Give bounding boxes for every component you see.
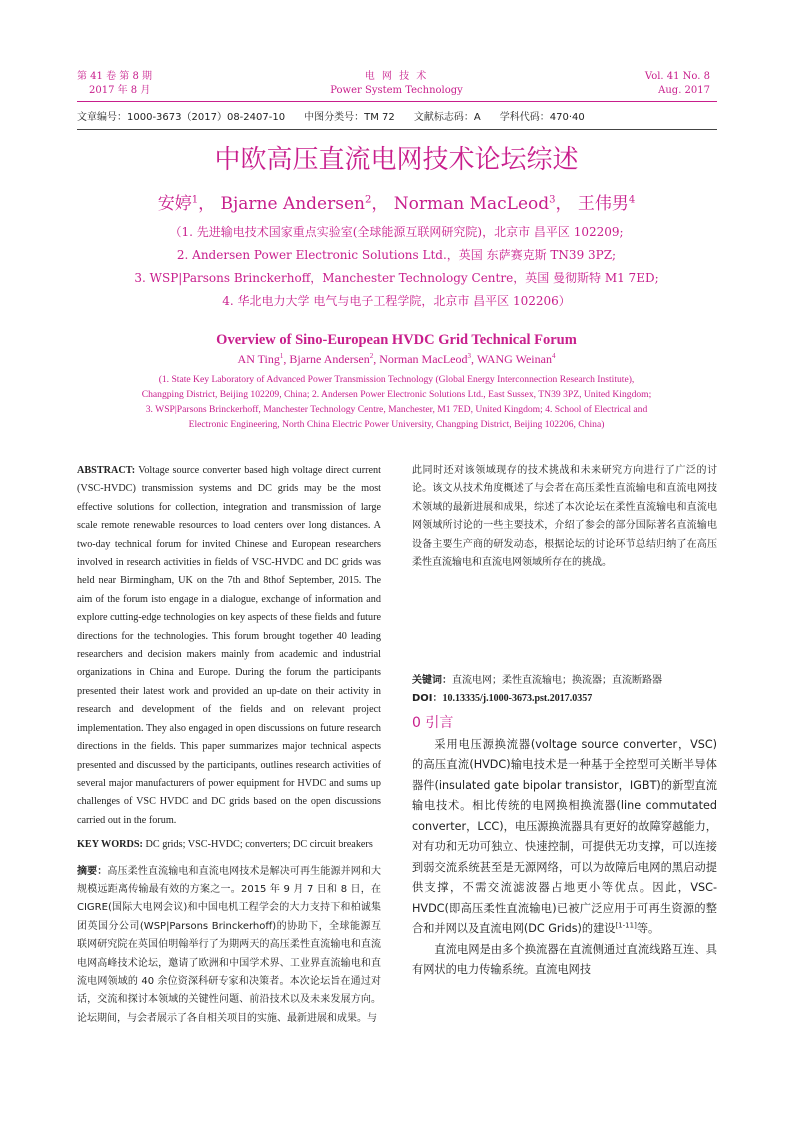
author-1-en: AN Ting bbox=[237, 352, 280, 366]
author-2-cn: Bjarne Andersen bbox=[220, 194, 365, 214]
abstract-cn-text: 高压柔性直流输电和直流电网技术是解决可再生能源并网和大规模远距离传输最有效的方案之一。2015 年 9 月 7 日和 8 日，在 CIGRE(国际大电网会议)和中国电机工程学会的大力支持下和柏诚集团英国分公司(WSP|Parsons Brinckerhoff)的协助下，全球能源互联网研究院在英国伯明翰举行了为期两天的高压柔性直流输电和直流电网高峰技术论坛，邀请了欧洲和中国学术界、工业界直流输电和直流电网领域的 40 余位资深科研专家和决策者。本次论坛旨在通过对话，交流和探讨本领域的关键性问题、前沿技术以及未来发展方向。论坛期间，与会者展示了各自相关项目的实施、最新进展和成果。与 bbox=[77, 865, 382, 1024]
abstract-text: Voltage source converter based high voltage direct current (VSC-HVDC) transmission systems and DC grids may be the most effective solutions for collection, integration and transmission of large scale remote renewable resources to load centers over long distances. A two-day technical forum for invited Chinese and European researchers involved in research activities in fields of VSC-HVDC and DC grids was held near Birmingham, UK on the 7th and 8thof September, 2015. The aim of the forum isto engage in a dialogue, exchange of information and explore cutting-edge technologies on key aspects of these fields and future directions for the technologies. This forum brought together 40 leading researchers and decision makers mainly from academic and industrial organizations in China and Europe. During the forum the participants presented their latest work and provided an up-date on their activity in research and development of the fields and on relevant project implementation. They also engaged in open discussions on future research directions in the fields. This paper summarizes major technical aspects presented and discussed by the participants, outlines research activities of several major manufacturers of power equipment for HVDC and sums up challenges of VSC HVDC and DC grids based on the open discussions carried out in the forum. bbox=[77, 465, 381, 826]
doi bbox=[412, 690, 717, 708]
authors-cn: 安婷$^1$， Bjarne Andersen$^2$， Norman MacLeod$^3$， 王伟男$^4$ bbox=[157, 194, 636, 214]
doi-label: DOI： bbox=[412, 693, 443, 705]
date-en: Aug. 2017 bbox=[658, 85, 710, 96]
affiliation-en-line: (1. State Key Laboratory of Advanced Power Transmission Technology (Global Energy Interconnection Research Institute), bbox=[158, 374, 635, 385]
abstract-cn bbox=[77, 863, 381, 1029]
right-column bbox=[412, 462, 717, 572]
left-column bbox=[77, 462, 381, 1028]
keywords-cn-label: 关键词： bbox=[412, 675, 452, 686]
issue-date: 2017 年 8 月 bbox=[89, 85, 151, 96]
abstract-cn-label: 摘要： bbox=[77, 865, 108, 877]
author-4-cn: 王伟男 bbox=[577, 194, 629, 214]
header-rule bbox=[77, 101, 717, 102]
volume-issue: 第 41 卷 第 8 期 bbox=[77, 71, 152, 82]
keywords-cn bbox=[412, 672, 717, 690]
author-2-en: Bjarne Andersen bbox=[289, 352, 370, 366]
intro-paragraph-2: 直流电网是由多个换流器在直流侧通过直流线路互连、具有网状的电力传输系统。直流电网技 bbox=[412, 942, 717, 977]
author-4-en: WANG Weinan bbox=[476, 352, 552, 366]
abstract-cn-continued: 此同时还对该领域现存的技术挑战和未来研究方向进行了广泛的讨论。该文从技术角度概述了与会者在高压柔性直流输电和直流电网技术领域的最新进展和成果，综述了本次论坛在柔性直流输电和直流电网领域所讨论的一些主要技术，介绍了参会的部分国际著名直流输电设备主要生产商的研发动态，根据论坛的讨论环节总结归纳了在高压柔性直流输电和直流电网领域所存在的挑战。 bbox=[412, 465, 717, 569]
journal-name-en: Power System Technology bbox=[330, 85, 463, 96]
author-1-cn: 安婷 bbox=[157, 194, 192, 214]
affiliation-cn-line: 3. WSP|Parsons Brinckerhoff，Manchester Technology Centre，英国 曼彻斯特 M1 7ED; bbox=[134, 271, 659, 285]
citation: [1-11] bbox=[615, 921, 637, 930]
doi-text: 10.13335/j.1000-3673.pst.2017.0357 bbox=[442, 693, 593, 705]
keywords-cn-text: 直流电网；柔性直流输电；换流器；直流断路器 bbox=[452, 675, 662, 686]
affiliation-cn-line: 4. 华北电力大学 电气与电子工程学院，北京市 昌平区 102206） bbox=[222, 294, 571, 308]
affiliation-cn-line: （1. 先进输电技术国家重点实验室(全球能源互联网研究院)，北京市 昌平区 102209; bbox=[169, 225, 624, 239]
volume-en: Vol. 41 No. 8 bbox=[644, 71, 710, 82]
abstract-en bbox=[77, 462, 381, 830]
affiliation-en-line: Electronic Engineering, North China Electric Power University, Changping District, Beijing 102206, China) bbox=[188, 419, 605, 430]
title-cn: 中欧高压直流电网技术论坛综述 bbox=[214, 145, 579, 175]
abstract-label: ABSTRACT: bbox=[77, 465, 136, 476]
intro-paragraph-1: 采用电压源换流器(voltage source converter，VSC)的高压直流(HVDC)输电技术是一种基于全控型可关断半导体器件(insulated gate bipolar transistor，IGBT)的新型直流输电技术。相比传统的电网换相换流器(line commutated converter，LCC)，电压源换流器具有更好的故障穿越能力，对有功和无功可独立、快速控制，可提供无功支撑，可以连接到弱交流系统甚至是无源网络，可以为故障后电网的黑启动提供支撑，不需交流滤波器占地更小等优点。因此，VSC-HVDC(即高压柔性直流输电)已被广泛应用于可再生资源的整合和并网以及直流电网(DC Grids)的建设[1-11]等。 bbox=[412, 737, 717, 936]
author-3-cn: Norman MacLeod bbox=[393, 194, 550, 214]
affiliations-cn bbox=[0, 221, 793, 313]
affiliation-en-line: 3. WSP|Parsons Brinckerhoff, Manchester Technology Centre, Manchester, M1 7ED, United Kingdom; 4. School of Electrical and bbox=[145, 404, 648, 415]
journal-volume-en bbox=[645, 70, 710, 98]
section-heading-intro: 0 引言 bbox=[412, 714, 454, 731]
author-3-en: Norman MacLeod bbox=[379, 352, 468, 366]
affiliations-en bbox=[0, 372, 793, 432]
affiliation-en-line: Changping District, Beijing 102209, China; 2. Andersen Power Electronic Solutions Ltd., East Sussex, TN39 3PZ, United Kingdom; bbox=[141, 389, 652, 400]
keywords-label: KEY WORDS: bbox=[77, 839, 143, 851]
keywords-en bbox=[77, 836, 381, 854]
meta-rule bbox=[77, 129, 717, 130]
journal-name-cn: 电 网 技 术 bbox=[364, 71, 429, 82]
keywords-text: DC grids; VSC-HVDC; converters; DC circuit breakers bbox=[145, 839, 373, 851]
right-column-lower bbox=[412, 672, 717, 981]
affiliation-cn-line: 2. Andersen Power Electronic Solutions Ltd.，英国 东萨赛克斯 TN39 3PZ; bbox=[176, 248, 617, 262]
title-en: Overview of Sino-European HVDC Grid Technical Forum bbox=[216, 332, 577, 348]
article-meta: 文章编号：1000-3673（2017）08-2407-10 中图分类号：TM 72 文献标志码：A 学科代码：470·40 bbox=[77, 112, 585, 123]
authors-en: AN Ting$^1$, Bjarne Andersen$^2$, Norman MacLeod$^3$, WANG Weinan$^4$ bbox=[237, 352, 556, 366]
